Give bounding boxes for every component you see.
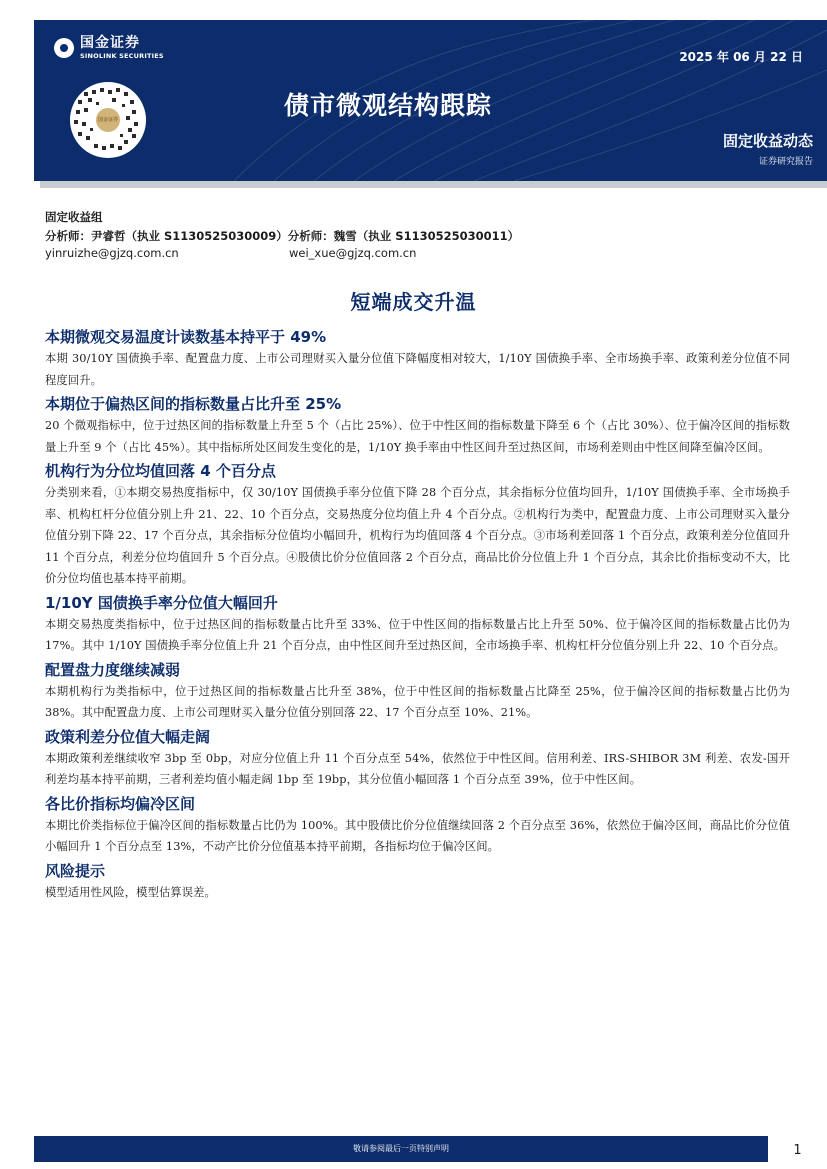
section-paragraph: 本期机构行为类指标中，位于过热区间的指标数量占比升至 38%，位于中性区间的指标数量占比降至 25%，位于偏冷区间的指标数量占比仍为 38%。其中配置盘力度、上市公司理财买入量分位值分别回落 22、17 个百分点至 10%、21%。 [45,684,790,719]
section-policy-spread [45,726,790,791]
logo-name-cn: 国金证券 [80,35,140,51]
section-heading: 本期位于偏热区间的指标数量占比升至 25% [45,395,342,413]
analyst-email-1[interactable]: yinruizhe@gjzq.com.cn [45,246,179,260]
section-paragraph: 模型适用性风险，模型估算误差。 [45,885,216,899]
section-turnover [45,592,790,657]
section-paragraph: 本期比价类指标位于偏冷区间的指标数量占比仍为 100%。其中股债比价分位值继续回落 2 个百分点至 36%，依然位于偏冷区间，商品比价分位值小幅回升 1 个百分点至 13%，不动产比价分位值基本持平前期，各指标均位于偏冷区间。 [45,818,790,853]
report-main-title: 短端成交升温 [350,290,477,314]
section-risk [45,860,790,904]
footer-disclaimer-bar: 敬请参阅最后一页特别声明 [34,1136,768,1162]
section-paragraph: 本期政策利差继续收窄 3bp 至 0bp，对应分位值上升 11 个百分点至 54%，依然位于中性区间。信用利差、IRS-SHIBOR 3M 利差、农发-国开利差均基本持平前期，三者利差均值小幅走阔 1bp 至 19bp，其分位值小幅回落 1 个百分点至 39%，位于中性区间。 [45,751,790,786]
section-heading: 风险提示 [45,861,106,880]
company-logo [54,36,164,60]
section-thermometer [45,326,790,391]
section-heading: 机构行为分位均值回落 4 个百分点 [45,462,276,480]
section-heading: 本期微观交易温度计读数基本持平于 49% [45,328,327,346]
report-body [45,326,790,905]
analyst-names: 分析师：尹睿哲（执业 S1130525030009）分析师：魏雪（执业 S1130525030011） [45,229,520,243]
section-institution [45,460,790,590]
analyst-email-2[interactable]: wei_xue@gjzq.com.cn [289,246,417,260]
logo-name-en: SINOLINK SECURITIES [80,52,164,60]
section-heading: 1/10Y 国债换手率分位值大幅回升 [45,593,278,612]
report-type: 固定收益动态 [722,132,813,150]
report-header-banner [34,20,827,181]
section-paragraph: 本期 30/10Y 国债换手率、配置盘力度、上市公司理财买入量分位值下降幅度相对较大，1/10Y 国债换手率、全市场换手率、政策利差分位值不同程度回升。 [45,352,790,387]
section-paragraph: 20 个微观指标中，位于过热区间的指标数量上升至 5 个（占比 25%）、位于中性区间的指标数量下降至 6 个（占比 30%）、位于偏冷区间的指标数量上升至 9 个（占比 45%）。其中指标所处区间发生变化的是，1/10Y 换手率由中性区间升至过热区间，市场利差则由中性区间降至偏冷区间。 [45,419,790,454]
qr-code [70,82,146,158]
section-parity [45,793,790,858]
section-paragraph: 本期交易热度类指标中，位于过热区间的指标数量占比升至 33%、位于中性区间的指标数量占比上升至 50%、位于偏冷区间的指标数量占比仍为 17%。其中 1/10Y 国债换手率分位值上升 21 个百分点，由中性区间升至过热区间，全市场换手率、机构杠杆分位值分别上升 22、10 个百分点。 [45,617,790,652]
section-paragraph: 分类别来看，①本期交易热度指标中，仅 30/10Y 国债换手率分位值下降 28 个百分点，其余指标分位值均回升，1/10Y 国债换手率、全市场换手率、机构杠杆分位值分别上升 21、22、10 个百分点，交易热度分位均值上升 4 个百分点。②机构行为类中，配置盘力度、上市公司理财买入量分位值分别下降 22、17 个百分点，其余指标分位值均小幅回升，机构行为均值回落 4 个百分点。③市场利差回落 1 个百分点，政策利差分位值回升 11 个百分点，利差分位均值回升 5 个百分点。④股债比价分位值回落 2 个百分点，商品比价分位值上升 1 个百分点，其余比价指标变动不大，比价分位均值也基本持平前期。 [45,486,790,585]
section-hot-ratio [45,393,790,458]
report-subtype: 证券研究报告 [758,157,813,167]
section-heading: 配置盘力度继续减弱 [45,660,181,679]
analyst-group: 固定收益组 [45,210,103,224]
page-number: 1 [793,1143,802,1158]
section-heading: 各比价指标均偏冷区间 [45,794,196,813]
section-heading: 政策利差分位值大幅走阔 [45,727,211,746]
report-date: 2025 年 06 月 22 日 [679,50,803,64]
logo-mark-icon [54,38,74,58]
report-series-title: 债市微观结构跟踪 [284,91,493,120]
section-allocation [45,659,790,724]
qr-center-badge: 国金证券 [94,106,122,134]
